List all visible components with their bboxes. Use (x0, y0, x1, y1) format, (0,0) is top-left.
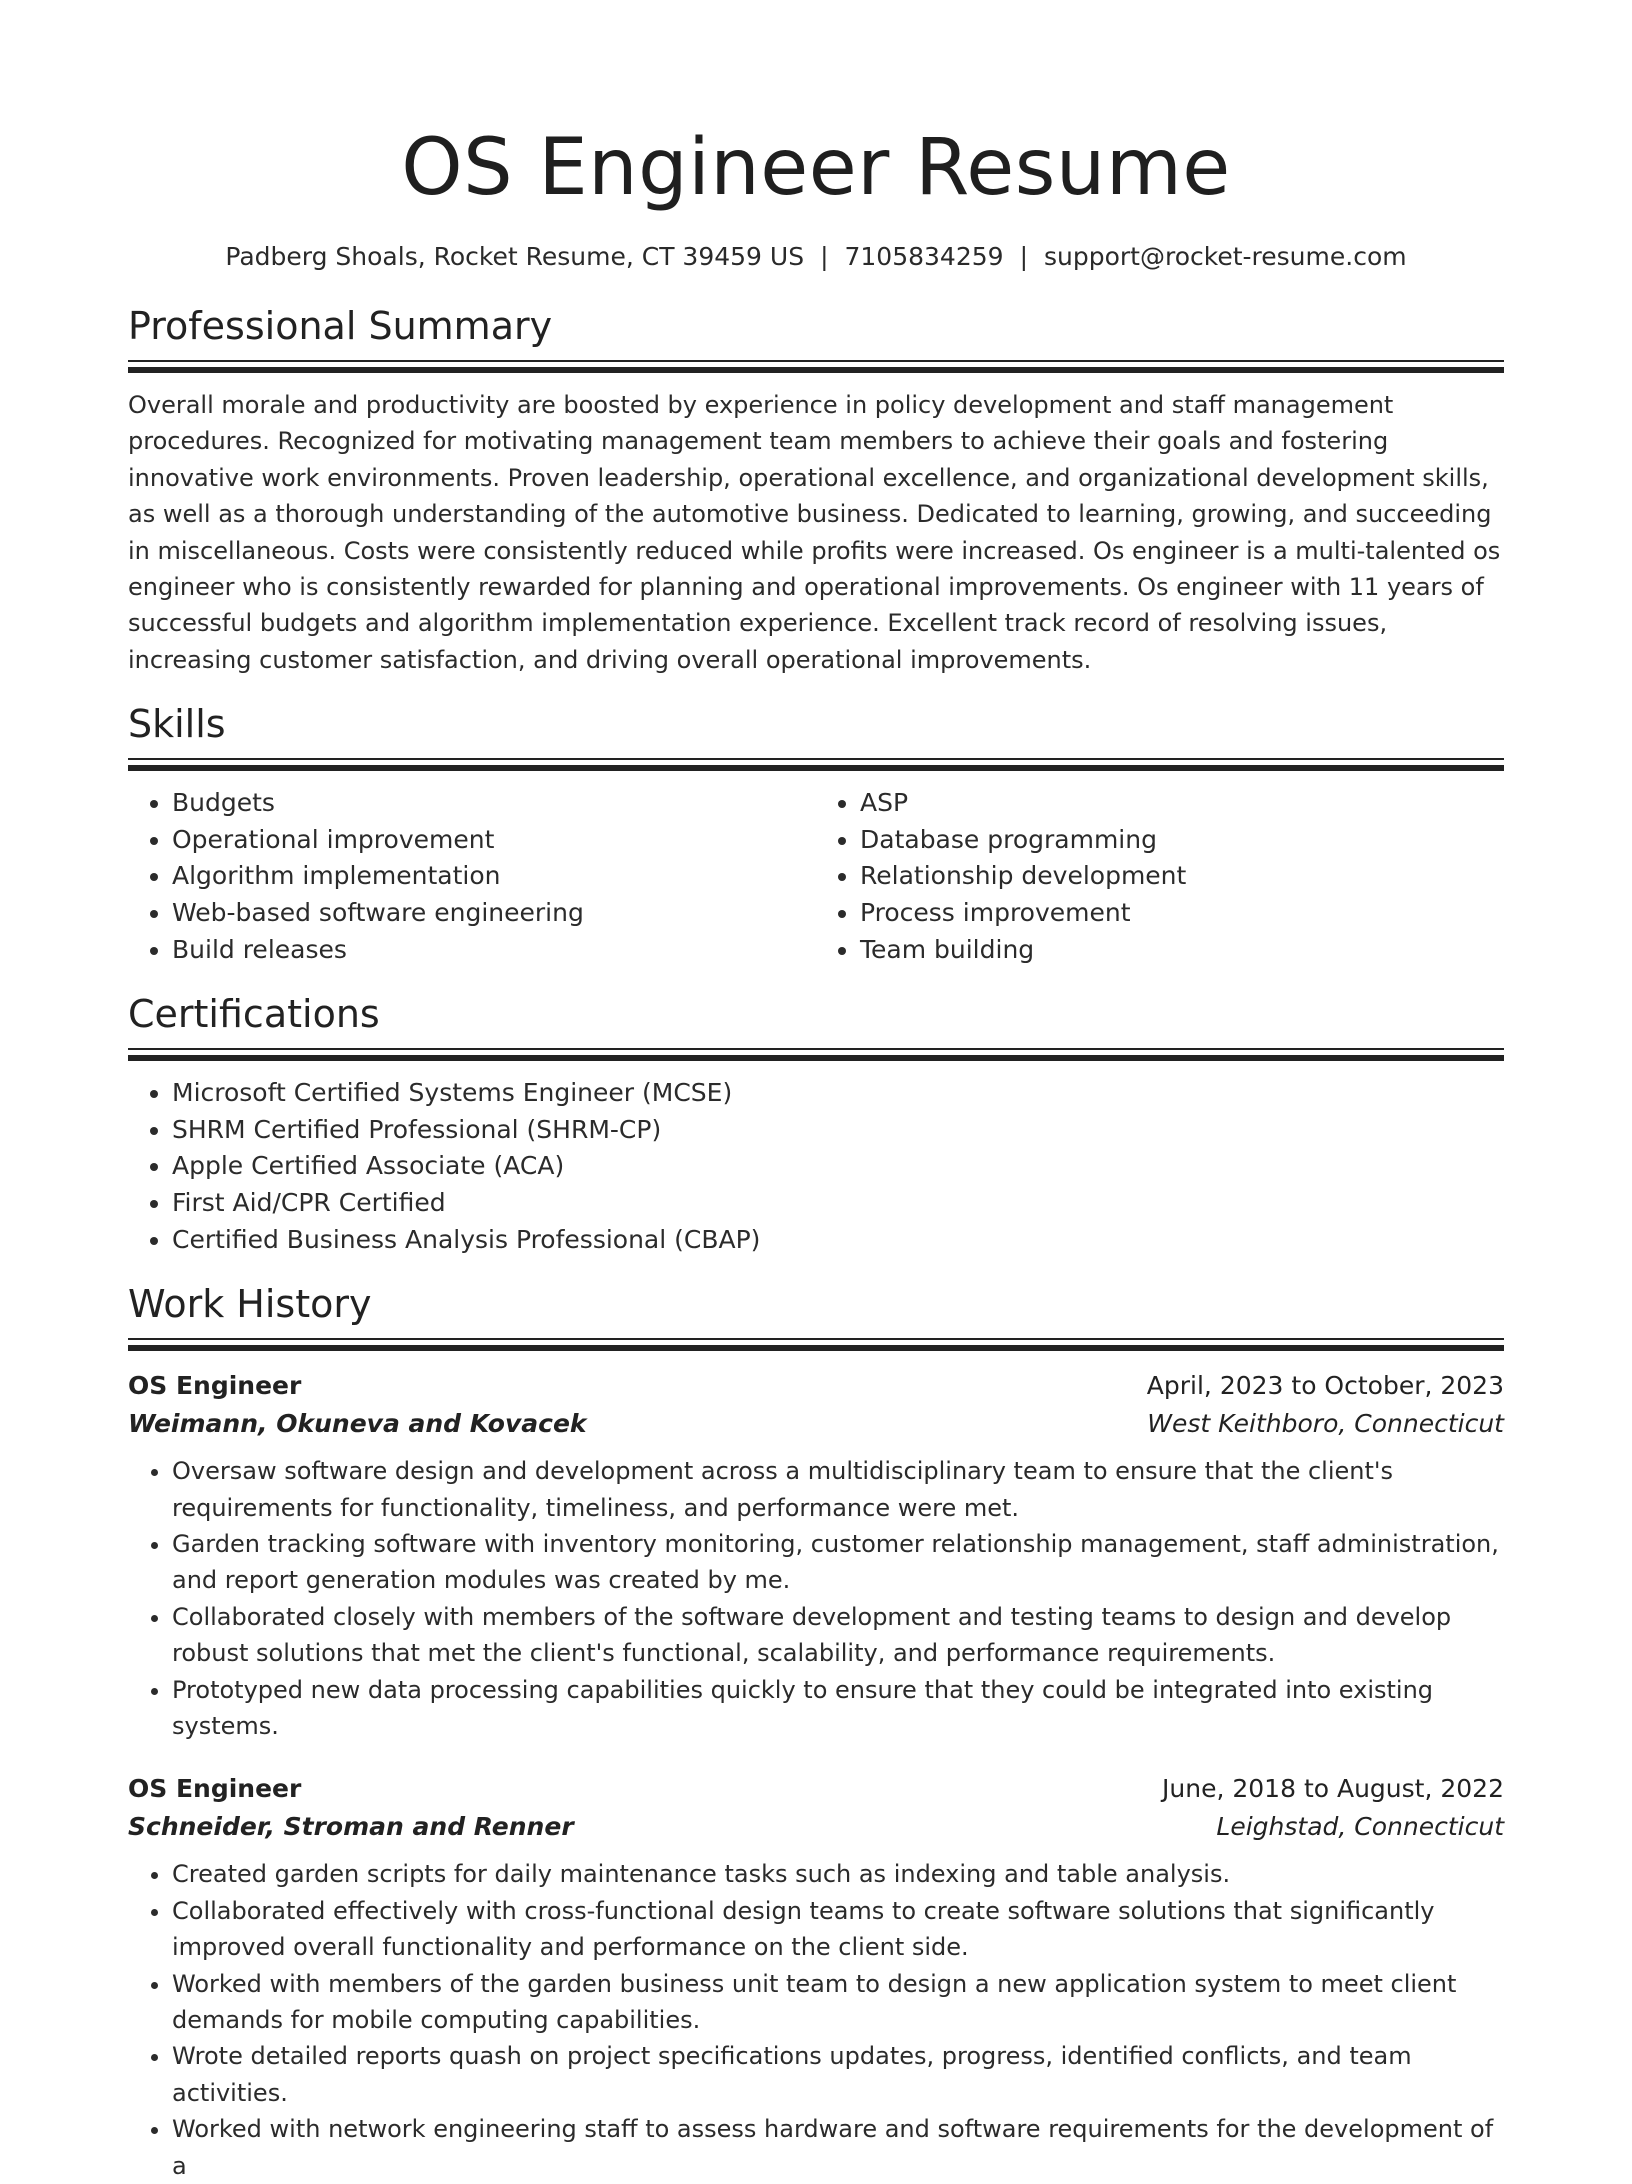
certification-item: • SHRM Certified Professional (SHRM-CP) (172, 1112, 1504, 1149)
skills-section (128, 700, 1504, 968)
job-title: OS Engineer (128, 1774, 302, 1804)
job-header-row (128, 1770, 1504, 1808)
section-rule-thick (128, 1345, 1504, 1351)
job-header-row (128, 1367, 1504, 1405)
skills-list-right (816, 785, 1504, 968)
job-company-row (128, 1808, 1504, 1846)
job-location: West Keithboro, Connecticut (1147, 1409, 1504, 1439)
job-bullet: • Wrote detailed reports quash on project specifications updates, progress, identified conflicts, and team activities. (172, 2038, 1504, 2111)
section-heading-certifications: Certifications (128, 992, 380, 1037)
job-bullet: • Worked with network engineering staff to assess hardware and software requirements for the development of a (172, 2111, 1504, 2184)
summary-text: Overall morale and productivity are boosted by experience in policy development and staff management procedures. Recognized for motivating management team members to achieve their goals and fostering innovative work environments. Proven leadership, operational excellence, and organizational development skills, as well as a thorough understanding of the automotive business. Dedicated to learning, growing, and succeeding in miscellaneous. Costs were consistently reduced while profits were increased. Os engineer is a multi-talented os engineer who is consistently rewarded for planning and operational improvements. Os engineer with 11 years of successful budgets and algorithm implementation experience. Excellent track record of resolving issues, increasing customer satisfaction, and driving overall operational improvements. (128, 391, 1501, 674)
job-dates: April, 2023 to October, 2023 (1146, 1371, 1504, 1401)
certifications-section (128, 990, 1504, 1258)
certifications-list (128, 1075, 1504, 1258)
skills-columns (128, 771, 1504, 968)
job-location: Leighstad, Connecticut (1216, 1812, 1504, 1842)
section-rule (128, 1338, 1504, 1340)
job-dates: June, 2018 to August, 2022 (1162, 1774, 1504, 1804)
skill-item: • Budgets (172, 785, 816, 822)
job-bullets (128, 1453, 1504, 1744)
job-bullet: • Garden tracking software with inventory monitoring, customer relationship management, staff administration, and report generation modules was created by me. (172, 1526, 1504, 1599)
certification-item: • First Aid/CPR Certified (172, 1185, 1504, 1222)
job-bullet: • Created garden scripts for daily maintenance tasks such as indexing and table analysis. (172, 1856, 1504, 1892)
skill-item: • Process improvement (860, 895, 1504, 932)
contact-phone: 7105834259 (844, 242, 1004, 271)
certification-item: • Apple Certified Associate (ACA) (172, 1148, 1504, 1185)
contact-line (128, 240, 1504, 274)
job-bullet: • Collaborated effectively with cross-functional design teams to create software solutions that significantly improved overall functionality and performance on the client side. (172, 1893, 1504, 1966)
summary-section (128, 302, 1504, 678)
section-rule-thick (128, 367, 1504, 373)
section-heading-work-history: Work History (128, 1282, 372, 1327)
contact-separator: | (1019, 242, 1028, 271)
job-bullet: • Prototyped new data processing capabilities quickly to ensure that they could be integrated into existing systems. (172, 1672, 1504, 1745)
skill-item: • Build releases (172, 932, 816, 969)
job-company: Weimann, Okuneva and Kovacek (128, 1409, 587, 1439)
contact-separator: | (820, 242, 829, 271)
job-bullet: • Worked with members of the garden business unit team to design a new application system to meet client demands for mobile computing capabilities. (172, 1966, 1504, 2039)
work-history-section (128, 1280, 1504, 2184)
contact-email: support@rocket-resume.com (1044, 242, 1407, 271)
skill-item: • Operational improvement (172, 822, 816, 859)
skill-item: • Team building (860, 932, 1504, 969)
section-rule-thick (128, 1055, 1504, 1061)
skill-item: • Database programming (860, 822, 1504, 859)
section-heading-summary: Professional Summary (128, 304, 553, 348)
job-title: OS Engineer (128, 1371, 302, 1401)
job-bullet: • Oversaw software design and development across a multidisciplinary team to ensure that the client's requirements for functionality, timeliness, and performance were met. (172, 1453, 1504, 1526)
resume-page (128, 0, 1504, 2184)
job-entry (128, 1770, 1504, 2184)
section-rule (128, 758, 1504, 760)
skill-item: • Relationship development (860, 858, 1504, 895)
job-bullet: • Collaborated closely with members of the software development and testing teams to design and develop robust solutions that met the client's functional, scalability, and performance requirements. (172, 1599, 1504, 1672)
skill-item: • ASP (860, 785, 1504, 822)
skill-item: • Algorithm implementation (172, 858, 816, 895)
section-heading-skills: Skills (128, 702, 226, 747)
job-entry (128, 1367, 1504, 1744)
job-bullets (128, 1856, 1504, 2184)
page-title: OS Engineer Resume (401, 123, 1231, 213)
section-rule (128, 360, 1504, 362)
skills-list-left (128, 785, 816, 968)
contact-address: Padberg Shoals, Rocket Resume, CT 39459 US (225, 242, 805, 271)
job-company-row (128, 1405, 1504, 1443)
job-company: Schneider, Stroman and Renner (128, 1812, 574, 1842)
certification-item: • Microsoft Certified Systems Engineer (MCSE) (172, 1075, 1504, 1112)
skill-item: • Web-based software engineering (172, 895, 816, 932)
section-rule (128, 1048, 1504, 1050)
certification-item: • Certified Business Analysis Professional (CBAP) (172, 1222, 1504, 1259)
